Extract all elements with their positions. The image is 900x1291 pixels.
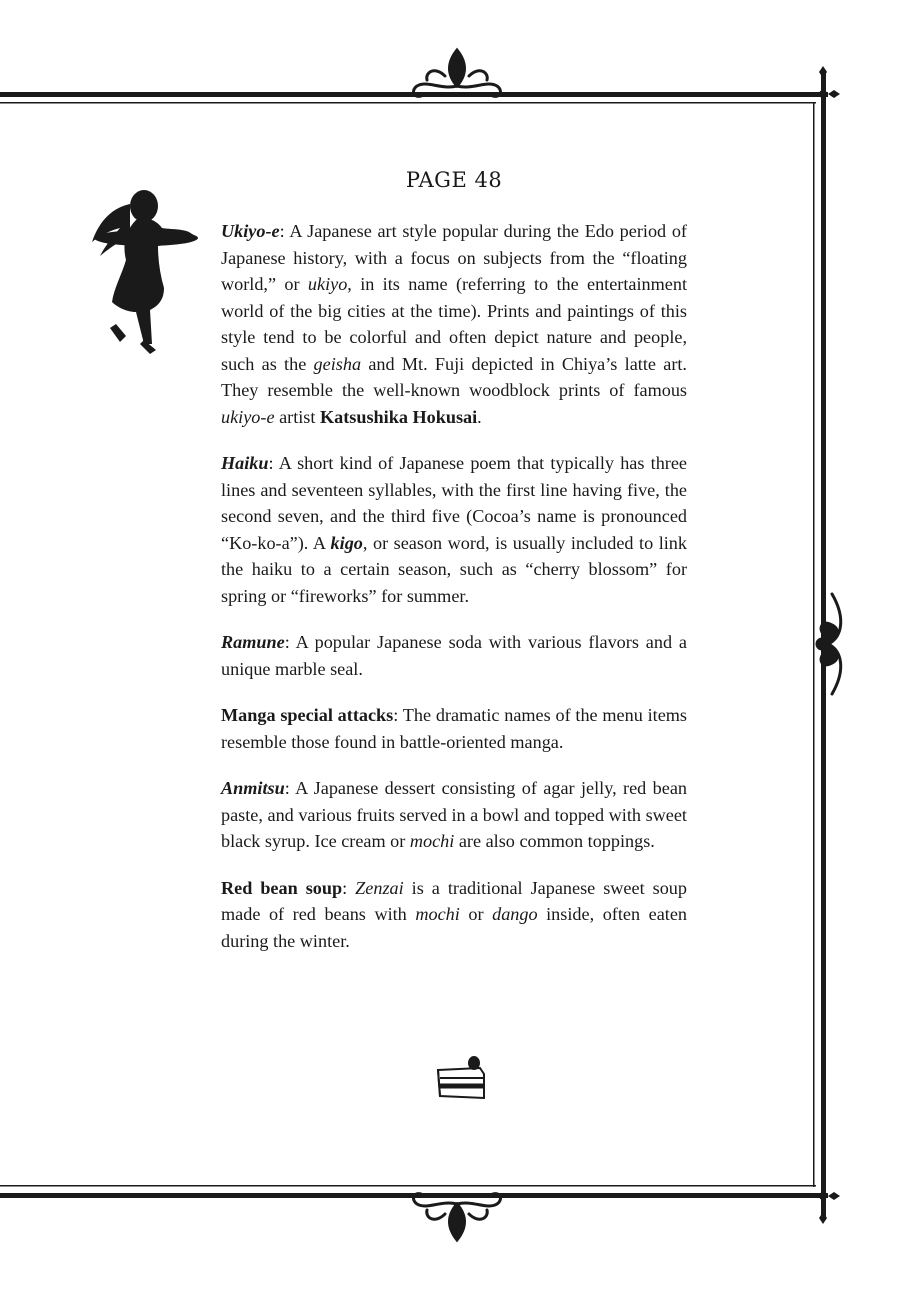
glossary-body [221, 218, 687, 974]
glossary-term: Ukiyo-e [221, 221, 280, 241]
top-ornament-icon [405, 46, 509, 100]
glossary-term: Ramune [221, 632, 285, 652]
glossary-term: Anmitsu [221, 778, 285, 798]
glossary-entry: Haiku: A short kind of Japanese poem that typically has three lines and seventeen syllables, with the first line having five, the second seven, and the third five (Cocoa’s name is pronounced “Ko-ko-a”). A kigo, or season word, is usually included to link the haiku to a certain season, such as “cherry blossom” for spring or “fireworks” for summer. [221, 453, 687, 606]
glossary-term: Haiku [221, 453, 269, 473]
glossary-entry: Ukiyo-e: A Japanese art style popular during the Edo period of Japanese history, with a focus on subjects from the “floating world,” or ukiyo, in its name (referring to the entertainment world of the big cities at the time). Prints and paintings of this style tend to be colorful and often depict nature and people, such as the geisha and Mt. Fuji depicted in Chiya’s latte art. They resemble the well-known woodblock prints of famous ukiyo-e artist Katsushika Hokusai. [221, 221, 687, 427]
cake-slice-icon [434, 1054, 488, 1102]
side-ornament-icon [806, 588, 846, 700]
glossary-term: Manga special attacks [221, 705, 394, 725]
glossary-entry: Manga special attacks: The dramatic names of the menu items resemble those found in battle-oriented manga. [221, 705, 688, 752]
glossary-entry: Red bean soup: Zenzai is a traditional Japanese sweet soup made of red beans with mochi or dango inside, often eaten during the winter. [221, 877, 687, 951]
bottom-ornament-icon [405, 1188, 509, 1244]
girl-silhouette-icon [86, 184, 198, 354]
page-title: PAGE 48 [405, 168, 503, 192]
glossary-term: Red bean soup [221, 877, 343, 898]
glossary-entry: Ramune: A popular Japanese soda with various flavors and a unique marble seal. [221, 632, 687, 679]
glossary-entry: Anmitsu: A Japanese dessert consisting of agar jelly, red bean paste, and various fruits served in a bowl and topped with sweet black syrup. Ice cream or mochi are also common toppings. [221, 778, 687, 851]
